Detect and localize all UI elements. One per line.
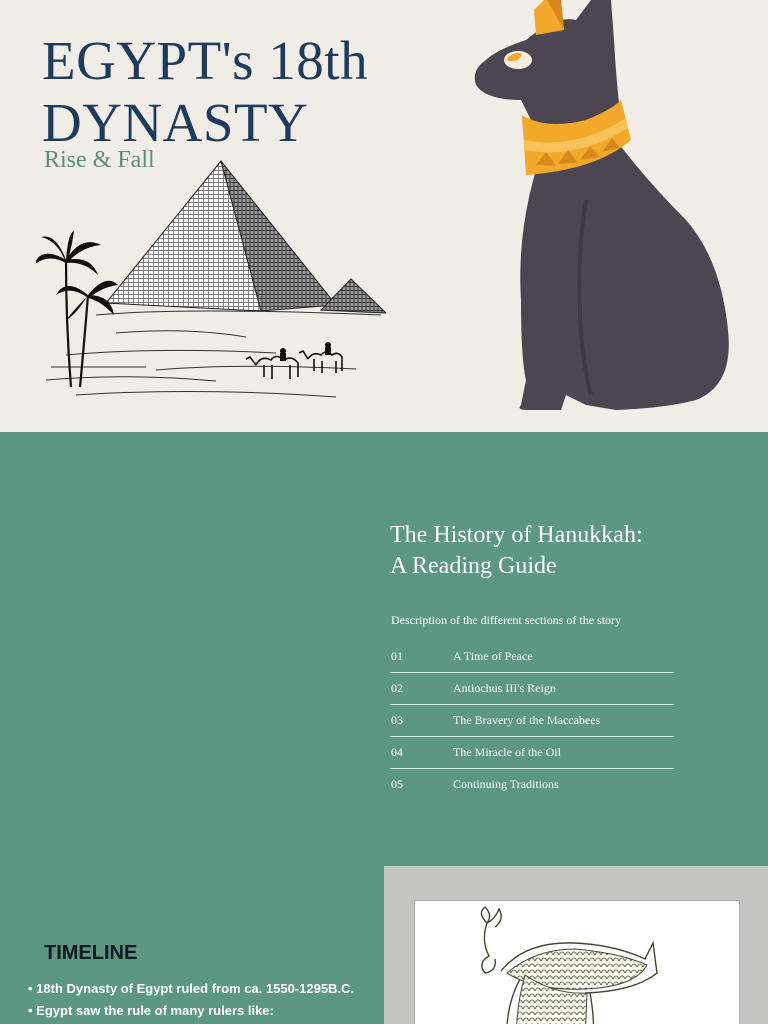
section-label: A Time of Peace <box>453 649 533 663</box>
bastet-cat-illustration <box>466 0 746 420</box>
section-number: 01 <box>391 649 403 663</box>
reading-guide-title-line-1: The History of Hanukkah: <box>390 522 643 548</box>
section-label: Continuing Traditions <box>453 777 559 791</box>
pyramids-desert-illustration <box>36 155 386 410</box>
section-number: 03 <box>391 713 403 727</box>
section-label: Antiochus III's Reign <box>453 681 556 695</box>
section-number: 04 <box>391 745 403 759</box>
slide-title-line-1: EGYPT's 18th <box>42 30 369 91</box>
section-label: The Bravery of the Maccabees <box>453 713 601 727</box>
photo-frame <box>384 866 768 1024</box>
timeline-bullet: • 18th Dynasty of Egypt ruled from ca. 1550-1295B.C. <box>28 978 354 1000</box>
timeline-bullets <box>28 978 354 1022</box>
section-label: The Miracle of the Oil <box>453 745 561 759</box>
reading-guide-title <box>390 520 643 582</box>
headdress-drawing-icon <box>415 901 739 1024</box>
slide-title <box>42 30 368 154</box>
timeline-bullet: • Egypt saw the rule of many rulers like: <box>28 1000 354 1022</box>
reading-guide-title-line-2: A Reading Guide <box>390 553 557 579</box>
section-row <box>390 737 674 769</box>
timeline-heading: TIMELINE <box>44 942 138 964</box>
section-row <box>390 769 674 800</box>
section-number: 05 <box>391 777 403 791</box>
egyptian-headdress-image <box>414 900 740 1024</box>
section-row <box>390 705 674 737</box>
title-slide <box>0 0 768 432</box>
reading-guide-description: Description of the different sections of the story <box>391 613 622 627</box>
slide-title-line-2: DYNASTY <box>42 92 309 153</box>
section-list <box>390 641 674 800</box>
section-row <box>390 673 674 705</box>
section-number: 02 <box>391 681 403 695</box>
slide-subtitle: Rise & Fall <box>44 147 155 173</box>
section-row <box>390 641 674 673</box>
